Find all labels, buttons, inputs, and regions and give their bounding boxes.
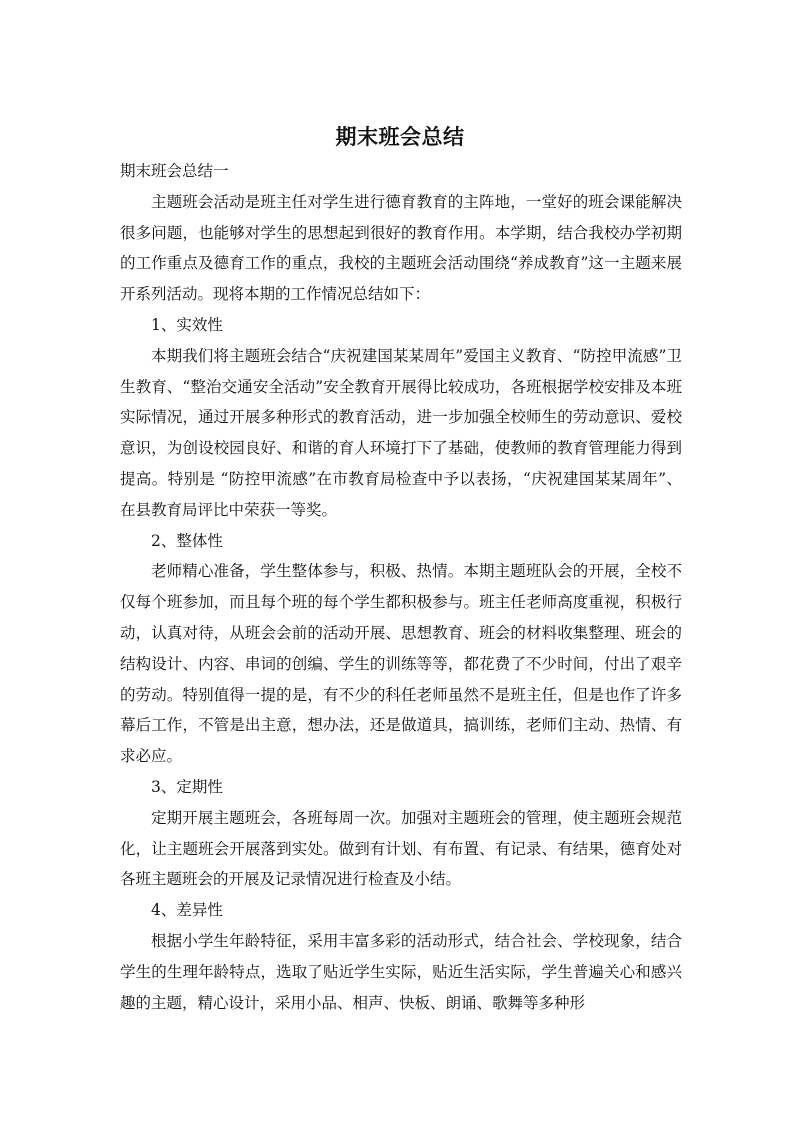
paragraph-integrity: 老师精心准备，学生整体参与，积极、热情。本期主题班队会的开展，全校不仅每个班参加，而且每个班的每个学生都积极参与。班主任老师高度重视，积极行动，认真对待，从班会会前的活动开展、思想教育、班会的材料收集整理、班会的结构设计、内容、串词的创编、学生的训练等等，都花费了不少时间，付出了艰辛的劳动。特别值得一提的是，有不少的科任老师虽然不是班主任，但是也作了许多幕后工作，不管是出主意，想办法，还是做道具，搞训练，老师们主动、热情、有求必应。: [120, 562, 682, 766]
heading-effectiveness: 1、实效性: [151, 315, 223, 334]
document-body: [120, 156, 682, 1018]
heading-integrity: 2、整体性: [151, 531, 223, 550]
paragraph-effectiveness: 本期我们将主题班会结合“庆祝建国某某周年”爱国主义教育、“防控甲流感”卫生教育、“整治交通安全活动”安全教育开展得比较成功，各班根据学校安排及本班实际情况，通过开展多种形式的教育活动，进一步加强全校师生的劳动意识、爱校意识，为创设校园良好、和谐的育人环境打下了基础，使教师的教育管理能力得到提高。特别是 “防控甲流感”在市教育局检查中予以表扬，“庆祝建国某某周年”、在县教育局评比中荣获一等奖。: [120, 346, 682, 519]
paragraph-regularity: 定期开展主题班会，各班每周一次。加强对主题班会的管理，使主题班会规范化，让主题班会开展落到实处。做到有计划、有布置、有记录、有结果，德育处对各班主题班会的开展及记录情况进行检查及小结。: [120, 808, 682, 889]
heading-difference: 4、差异性: [151, 901, 223, 920]
heading-regularity: 3、定期性: [151, 777, 223, 796]
paragraph-intro: 主题班会活动是班主任对学生进行德育教育的主阵地，一堂好的班会课能解决很多问题，也能够对学生的思想起到很好的教育作用。本学期，结合我校办学初期的工作重点及德育工作的重点，我校的主题班会活动围绕“养成教育”这一主题来展开系列活动。现将本期的工作情况总结如下：: [120, 192, 682, 304]
section-subtitle: 期末班会总结一: [120, 162, 229, 180]
paragraph-difference: 根据小学生年龄特征，采用丰富多彩的活动形式，结合社会、学校现象，结合学生的生理年龄特点，选取了贴近学生实际，贴近生活实际，学生普遍关心和感兴趣的主题，精心设计，采用小品、相声、快板、朗诵、歌舞等多种形: [120, 931, 682, 1012]
document-title: 期末班会总结: [335, 125, 465, 149]
